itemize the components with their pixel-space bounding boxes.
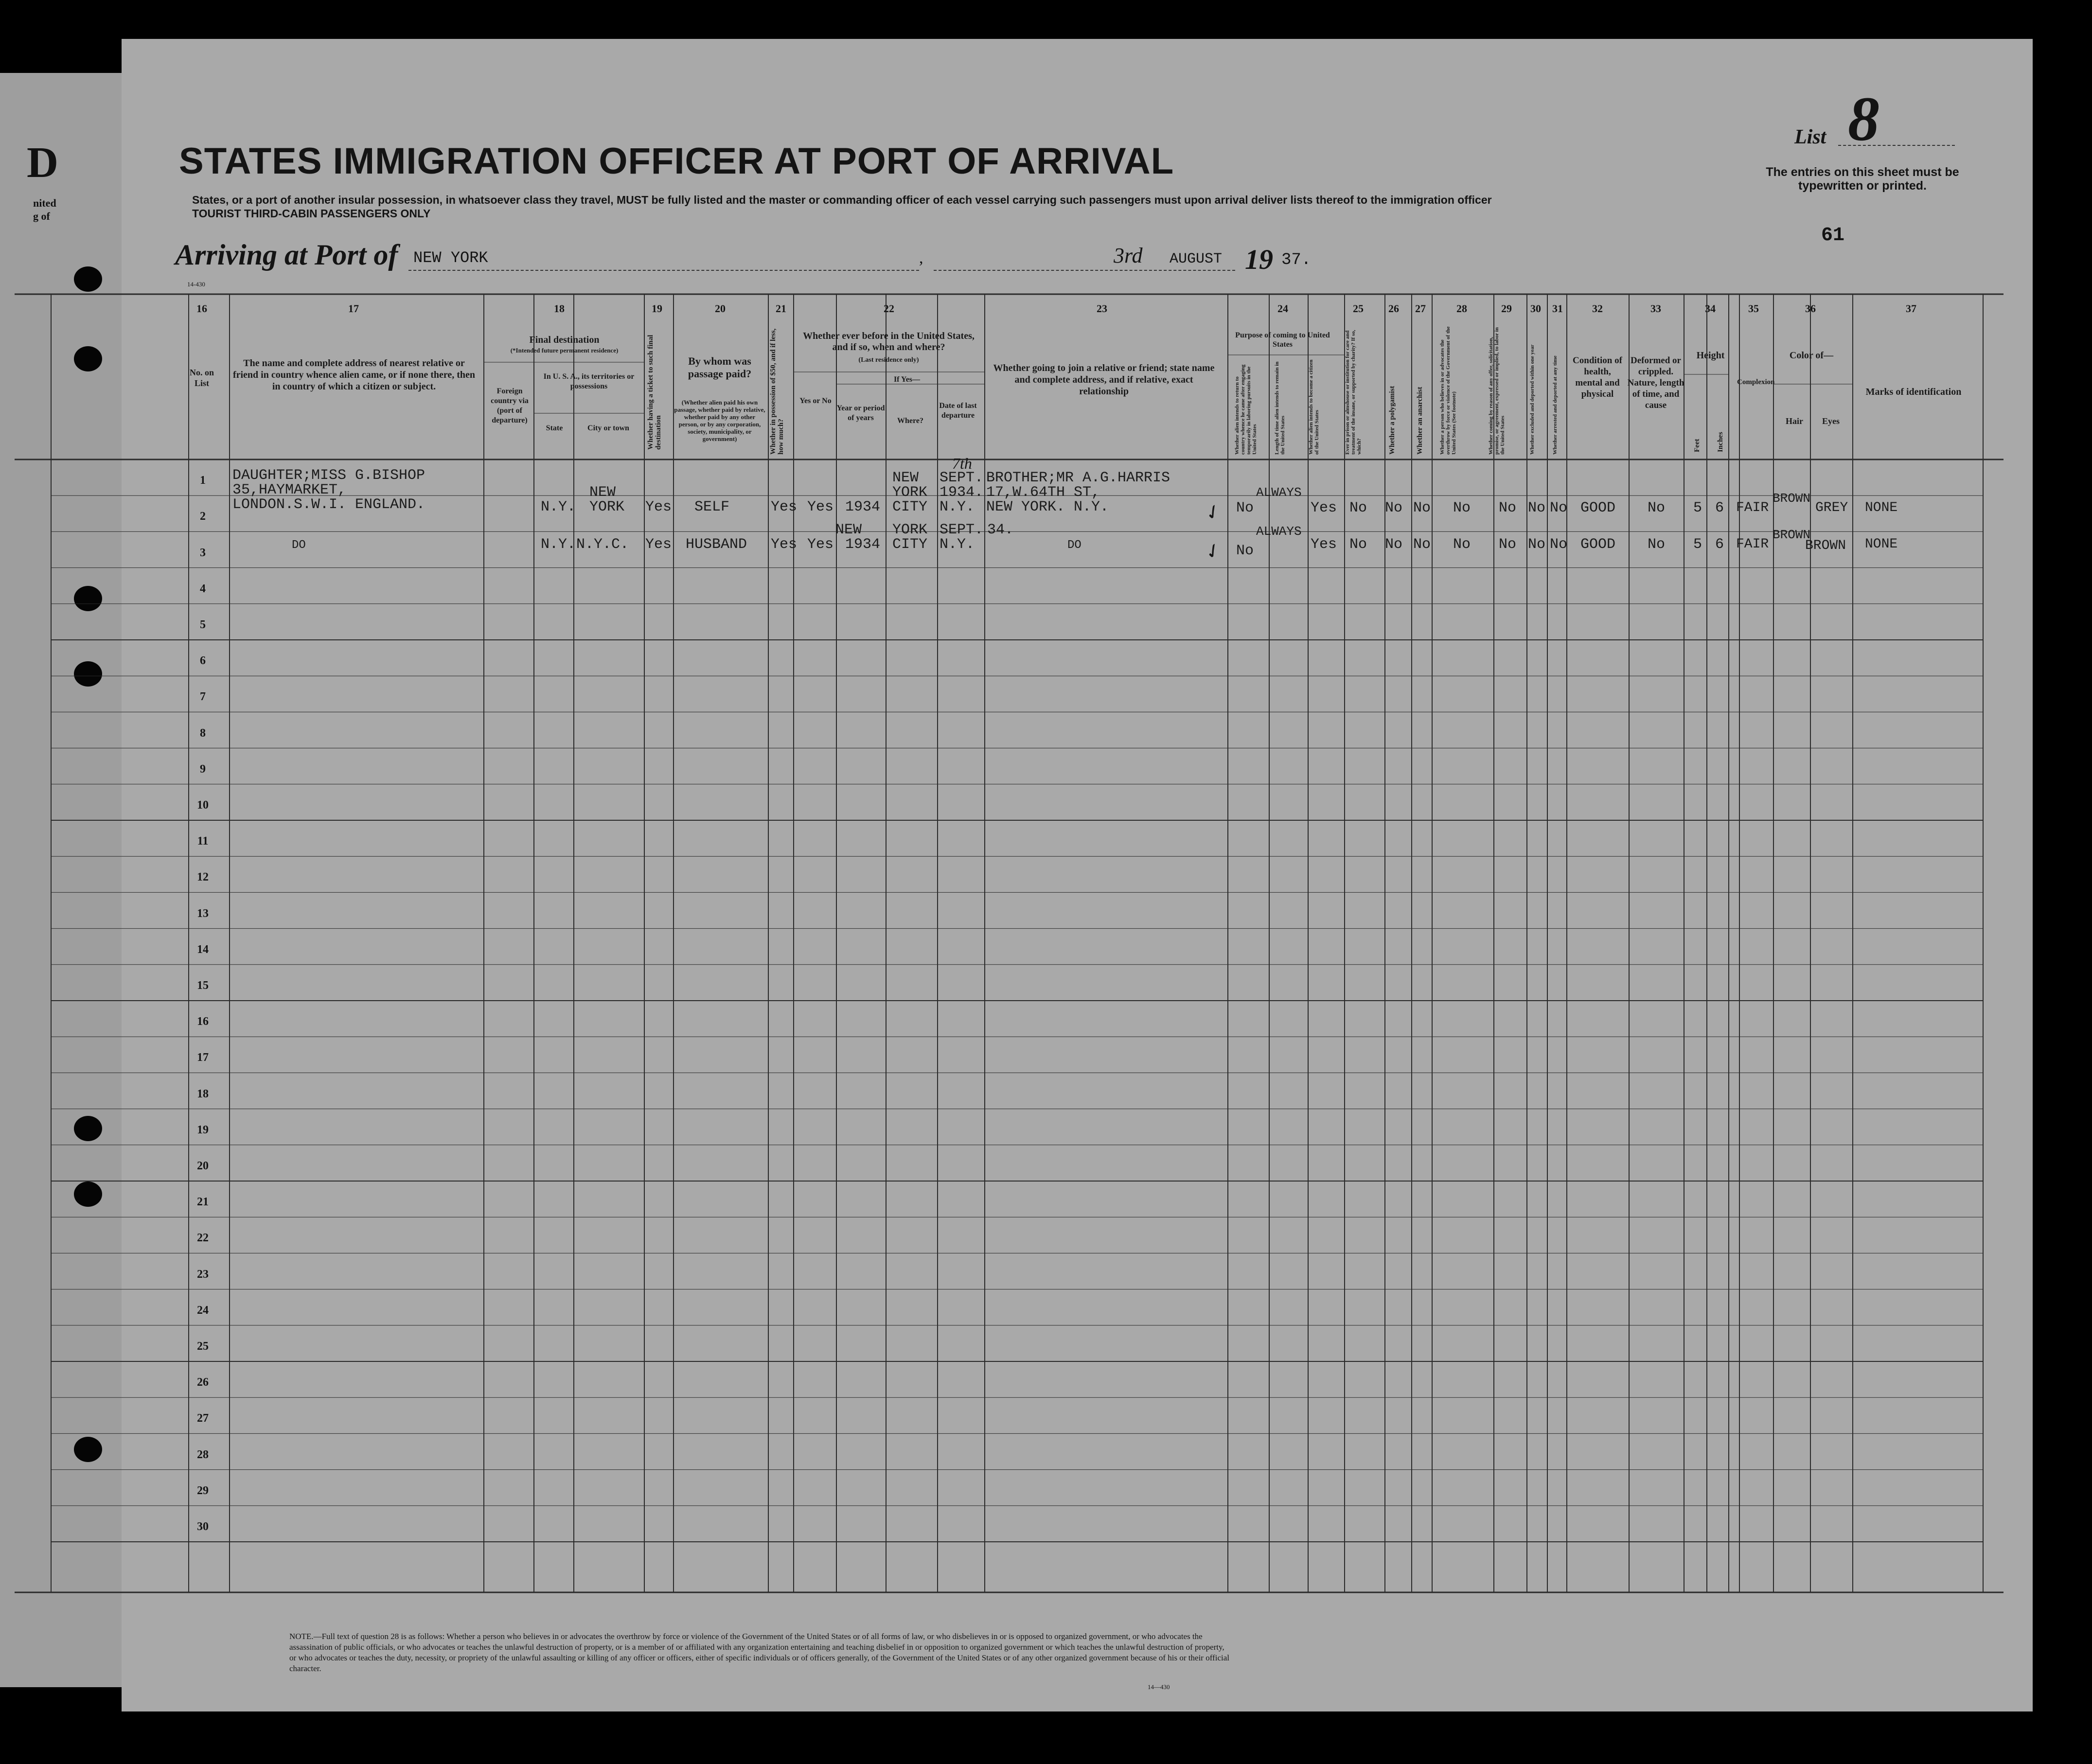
row-number: 11 <box>197 835 209 848</box>
header-year-period: Year or period of years <box>836 404 885 422</box>
column-number: 17 <box>348 302 359 315</box>
before-where: CITY <box>892 536 928 553</box>
polygamist-answer: No <box>1385 500 1403 516</box>
row-number: 12 <box>197 871 209 884</box>
header-prison: Ever in prison or almshouse or institution for care and treatment of the insane, or supported by charity? If so, which? <box>1345 330 1362 455</box>
column-number: 19 <box>652 302 662 315</box>
page-title: STATES IMMIGRATION OFFICER AT PORT OF ARRIVAL <box>179 141 1174 182</box>
header-hair: Hair <box>1786 416 1803 426</box>
form-code-top: 14-430 <box>187 281 205 288</box>
header-labor-offer: Whether coming by reason of any offer, solicitation, promise, or agreement, expressed or implied, to labor in the United States <box>1488 327 1506 455</box>
length-of-stay: ALWAYS <box>1256 524 1302 539</box>
column-number: 20 <box>715 302 726 315</box>
arrival-month: AUGUST <box>1170 251 1223 267</box>
before-where: YORK <box>892 522 928 538</box>
column-number: 31 <box>1552 302 1563 315</box>
row-number: 28 <box>197 1448 209 1461</box>
prison-answer: No <box>1349 500 1367 516</box>
check-mark: ✓ <box>1200 498 1226 526</box>
hair-color: BROWN <box>1773 528 1811 542</box>
footnote <box>289 1631 1233 1674</box>
header-final-destination-note: (*Intended future permanent residence) <box>510 347 619 354</box>
complexion: FAIR <box>1736 500 1769 515</box>
row-number: 29 <box>197 1484 209 1497</box>
header-length-of-stay: Length of time alien intends to remain in the United States <box>1274 361 1286 455</box>
passage-paid-by: HUSBAND <box>686 536 747 553</box>
header-anarchist: Whether an anarchist <box>1416 387 1424 455</box>
typewritten-notice: The entries on this sheet must be typewritten or printed. <box>1766 165 1959 193</box>
header-color-of: Color of— <box>1789 350 1834 361</box>
header-state: State <box>546 424 563 432</box>
relative-line: DO <box>292 539 306 552</box>
form-code-bottom: 14—430 <box>1148 1683 1170 1691</box>
hair-color: BROWN <box>1773 491 1811 506</box>
has-fifty-dollars: Yes <box>771 536 798 553</box>
row-number: 30 <box>197 1520 209 1533</box>
prison-answer: No <box>1349 536 1367 553</box>
column-number: 23 <box>1097 302 1107 315</box>
before-year: 1934 <box>845 499 881 515</box>
column-number: 35 <box>1748 302 1759 315</box>
port-comma: , <box>919 249 923 267</box>
last-departure: 1934. <box>940 484 984 501</box>
identification-marks: NONE <box>1865 500 1898 515</box>
header-complexion: Complexion <box>1737 378 1775 386</box>
last-departure: 34. <box>987 522 1014 538</box>
excluded-answer: No <box>1528 536 1546 553</box>
height-feet: 5 <box>1693 536 1702 553</box>
arrival-year-suffix: 37. <box>1281 251 1312 269</box>
header-ticket: Whether having a ticket to such final destination <box>647 335 662 450</box>
header-where: Where? <box>897 417 923 425</box>
header-height: Height <box>1696 350 1725 361</box>
column-number: 34 <box>1705 302 1716 315</box>
column-number: 29 <box>1501 302 1512 315</box>
header-foreign-country: Foreign country via (port of departure) <box>491 387 529 424</box>
become-citizen: Yes <box>1311 500 1337 516</box>
ticket-answer: Yes <box>645 499 672 515</box>
column-number: 32 <box>1592 302 1603 315</box>
row-number: 15 <box>197 979 209 992</box>
column-number: 26 <box>1388 302 1399 315</box>
destination-city: NEW <box>589 484 616 501</box>
deformed-answer: No <box>1648 536 1666 553</box>
last-departure: SEPT. <box>940 470 984 486</box>
column-number: 21 <box>776 302 786 315</box>
header-excluded: Whether excluded and deported within one year <box>1529 344 1535 455</box>
last-departure: SEPT. <box>940 522 984 538</box>
header-before-in-us: Whether ever before in the United States, and if so, when and where? <box>803 331 975 353</box>
joining-relative: BROTHER;MR A.G.HARRIS <box>986 470 1170 486</box>
passage-paid-by: SELF <box>694 499 730 515</box>
row-number: 6 <box>200 654 206 668</box>
header-before-note: (Last residence only) <box>858 356 919 364</box>
joining-relative: 17,W.64TH ST, <box>986 484 1100 501</box>
joining-relative: NEW YORK. N.Y. <box>986 499 1109 515</box>
row-number: 17 <box>197 1051 209 1064</box>
column-number: 33 <box>1650 302 1661 315</box>
column-number: 22 <box>884 302 894 315</box>
column-number: 18 <box>554 302 565 315</box>
header-in-usa: In U. S. A., its territories or possessions <box>543 372 635 390</box>
height-inches: 6 <box>1715 536 1724 553</box>
height-inches: 6 <box>1715 500 1724 516</box>
list-label: List <box>1794 126 1826 148</box>
row-number: 18 <box>197 1087 209 1100</box>
eye-color: BROWN <box>1805 538 1846 553</box>
departure-day-handwritten: 7th <box>952 455 972 472</box>
header-intends-return: Whether alien intends to return to country whence he came after engaging temporarily in laboring pursuits in the United States <box>1234 364 1258 455</box>
height-feet: 5 <box>1693 500 1702 516</box>
header-deformed: Deformed or crippled. Nature, length of time, and cause <box>1627 355 1684 410</box>
anarchist-answer: No <box>1413 500 1431 516</box>
excluded-answer: No <box>1528 500 1546 516</box>
before-where: NEW <box>892 470 919 486</box>
ticket-answer: Yes <box>645 536 672 553</box>
complexion: FAIR <box>1736 537 1769 552</box>
footnote-label: NOTE.— <box>289 1632 322 1641</box>
destination-state: N.Y. <box>541 499 576 515</box>
header-final-destination: Final destination <box>529 335 600 345</box>
column-number: 25 <box>1353 302 1364 315</box>
check-mark: ✓ <box>1200 537 1226 565</box>
destination-state: N.Y. <box>541 536 576 553</box>
intends-return: No <box>1236 543 1254 559</box>
column-number: 36 <box>1805 302 1816 315</box>
last-departure: N.Y. <box>940 499 975 515</box>
port-underline <box>408 270 919 271</box>
row-number: 21 <box>197 1196 209 1209</box>
row-number: 25 <box>197 1340 209 1353</box>
before-in-us: Yes <box>807 536 834 553</box>
row-number: 23 <box>197 1268 209 1281</box>
port-name: NEW YORK <box>413 249 488 267</box>
row-number: 3 <box>200 546 206 559</box>
arriving-port-label: Arriving at Port of <box>175 239 398 271</box>
header-polygamist: Whether a polygamist <box>1388 386 1396 455</box>
left-page-letter: D <box>27 139 58 187</box>
deported-answer: No <box>1550 536 1568 553</box>
header-inches: Inches <box>1717 432 1724 452</box>
date-underline <box>934 270 1235 271</box>
left-page-line-2: g of <box>33 210 50 222</box>
identification-marks: NONE <box>1865 537 1898 552</box>
column-number: 24 <box>1277 302 1288 315</box>
before-year: 1934 <box>845 536 881 553</box>
header-eyes: Eyes <box>1822 416 1840 426</box>
row-number: 24 <box>197 1304 209 1317</box>
deformed-answer: No <box>1648 500 1666 516</box>
row-number: 10 <box>197 799 209 811</box>
column-number: 30 <box>1530 302 1541 315</box>
row-number: 19 <box>197 1123 209 1136</box>
last-departure: N.Y. <box>940 536 975 553</box>
row-number: 16 <box>197 1015 209 1028</box>
header-fifty-dollars: Whether in possession of $50, and if less, how much? <box>769 328 785 455</box>
row-number: 8 <box>200 726 206 740</box>
relative-line: LONDON.S.W.I. ENGLAND. <box>232 496 425 513</box>
overthrow-answer: No <box>1453 500 1471 516</box>
row-number: 1 <box>200 474 206 487</box>
health-condition: GOOD <box>1580 500 1616 516</box>
column-number: 27 <box>1415 302 1426 315</box>
list-number: 8 <box>1848 84 1879 154</box>
row-number: 14 <box>197 943 209 956</box>
overthrow-answer: No <box>1453 536 1471 553</box>
arrival-day: 3rd <box>1114 244 1143 267</box>
labor-offer-answer: No <box>1499 500 1517 516</box>
anarchist-answer: No <box>1413 536 1431 553</box>
relative-line: 35,HAYMARKET, <box>232 482 347 498</box>
relative-line: DAUGHTER;MISS G.BISHOP <box>232 467 425 484</box>
before-where: CITY <box>892 499 928 515</box>
row-number: 22 <box>197 1232 209 1245</box>
row-number: 4 <box>200 582 206 595</box>
eye-color: GREY <box>1815 500 1848 515</box>
destination-city: YORK <box>589 499 625 515</box>
header-feet: Feet <box>1693 439 1701 452</box>
header-city: City or town <box>587 424 629 432</box>
header-instructions: States, or a port of another insular possession, in whatsoever class they travel, MUST be fully listed and the master or commanding officer of each vessel carrying such passengers must upon arrival deliver lists thereof to the immigration officer <box>192 194 1492 206</box>
before-where: YORK <box>892 484 928 501</box>
row-number: 26 <box>197 1376 209 1389</box>
polygamist-answer: No <box>1385 536 1403 553</box>
left-page-line-1: nited <box>33 197 56 209</box>
passenger-class-label: TOURIST THIRD-CABIN PASSENGERS ONLY <box>192 207 431 220</box>
row-number: 2 <box>200 510 206 523</box>
header-joining-relative: Whether going to join a relative or friend; state name and complete address, and if relative, exact relationship <box>993 363 1215 397</box>
header-last-departure: Date of last departure <box>939 402 977 420</box>
header-marks: Marks of identification <box>1865 387 1962 397</box>
header-passage-paid: By whom was passage paid? <box>688 355 752 380</box>
labor-offer-answer: No <box>1499 536 1517 553</box>
become-citizen: Yes <box>1311 536 1337 553</box>
column-number: 28 <box>1456 302 1467 315</box>
header-arrested: Whether arrested and deported at any time <box>1552 355 1558 455</box>
header-health: Condition of health, mental and physical <box>1573 355 1622 399</box>
deported-answer: No <box>1550 500 1568 516</box>
before-where: NEW <box>835 522 862 538</box>
column-number: 16 <box>196 302 207 315</box>
has-fifty-dollars: Yes <box>771 499 798 515</box>
arrival-year-prefix: 19 <box>1245 244 1273 275</box>
row-number: 5 <box>200 618 206 631</box>
header-overthrow: Whether a person who believes in or advocates the overthrow by force or violence of the Government of the United States (See footnote) <box>1439 326 1457 455</box>
destination-city: N.Y.C. <box>576 536 629 553</box>
row-number: 9 <box>200 762 206 776</box>
footnote-text: Full text of question 28 is as follows: Whether a person who believes in or advocates the overthrow by force or violence of the Government of the United States or of all forms of law, or who disbelieves in or is opposed to organized government, or who advocates the assassination of public officials, or who advocates or teaches the unlawful destruction of property, or is a member of or affiliated with any organization entertaining and teaching disbelief in or opposition to organized government or which teaches the unlawful destruction of property, or who advocates or teaches the duty, necessity, or propriety of the unlawful assaulting or killing of any officer or officers, either of specific individuals or of officers generally, of the Government of the United States or of any other organized government because of his or their official character. <box>289 1632 1229 1673</box>
column-number: 37 <box>1906 302 1916 315</box>
length-of-stay: ALWAYS <box>1256 485 1302 500</box>
header-purpose: Purpose of coming to United States <box>1235 331 1330 349</box>
row-number: 13 <box>197 907 209 920</box>
header-passage-note: (Whether alien paid his own passage, whether paid by relative, whether paid by any other person, or by any corporation, society, municipality, or government) <box>674 399 765 442</box>
header-become-citizen: Whether alien intends to become a citizen of the United States <box>1308 359 1320 455</box>
before-in-us: Yes <box>807 499 834 515</box>
header-nearest-relative: The name and complete address of nearest relative or friend in country whence alien came, or if none there, then in country of which a citizen or subject. <box>232 358 476 392</box>
intends-return: No <box>1236 500 1254 516</box>
header-yes-or-no: Yes or No <box>799 397 832 405</box>
row-number: 7 <box>200 690 206 704</box>
header-no-on-list: No. on List <box>189 368 214 388</box>
row-number: 27 <box>197 1412 209 1425</box>
page-number: 61 <box>1821 225 1845 247</box>
joining-relative: DO <box>1067 539 1081 552</box>
row-number: 20 <box>197 1160 209 1172</box>
health-condition: GOOD <box>1580 536 1616 553</box>
header-if-yes: If Yes— <box>893 375 921 384</box>
